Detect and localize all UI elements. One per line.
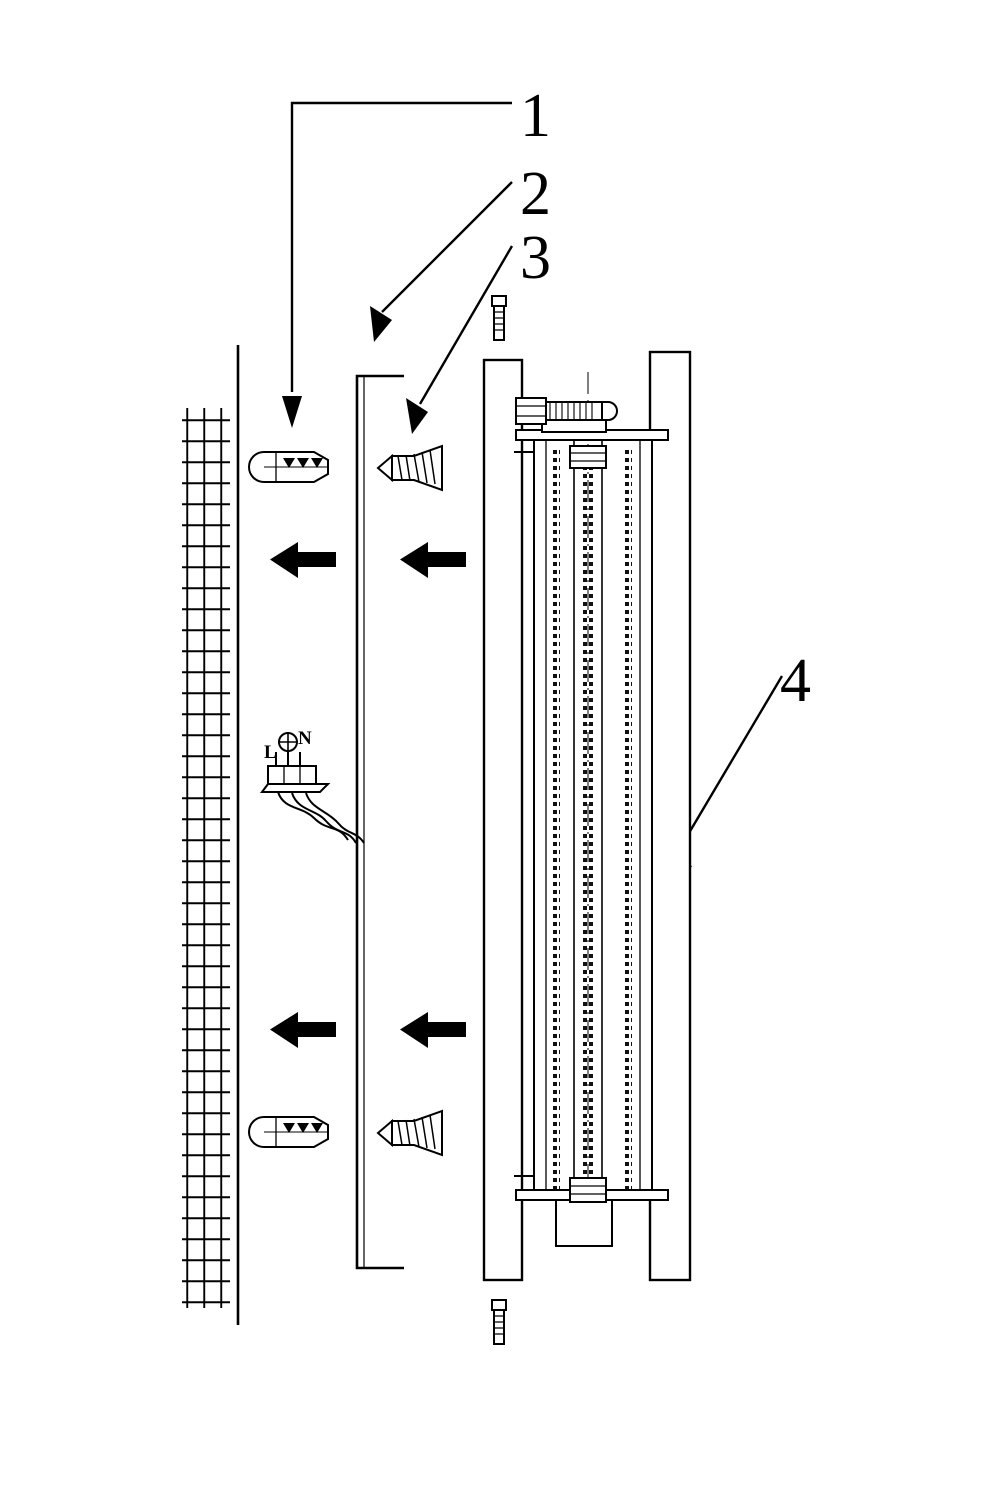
mounting-screw-upper <box>378 446 442 490</box>
luminaire-body <box>484 296 690 1344</box>
brick-wall-hatch <box>182 345 238 1325</box>
callout-number-4: 4 <box>780 647 811 715</box>
assembly-arrow-upper-left <box>270 542 336 578</box>
assembly-arrow-lower-right <box>400 1012 466 1048</box>
terminal-label-live: L <box>264 742 277 763</box>
mounting-screw-lower <box>378 1111 442 1155</box>
callout-number-2: 2 <box>520 160 551 228</box>
terminal-block <box>262 733 364 843</box>
assembly-arrow-lower-left <box>270 1012 336 1048</box>
wall-anchor-plug-upper <box>249 452 328 482</box>
end-cap-screw-top <box>492 296 506 340</box>
callout-leader-2 <box>370 182 512 342</box>
assembly-arrow-upper-right <box>400 542 466 578</box>
terminal-label-neutral: N <box>298 728 312 749</box>
wall-anchor-plug-lower <box>249 1117 328 1147</box>
callout-number-1: 1 <box>520 82 551 150</box>
callout-leader-1 <box>282 103 512 428</box>
end-cap-screw-bottom <box>492 1300 506 1344</box>
callout-number-3: 3 <box>520 224 551 292</box>
